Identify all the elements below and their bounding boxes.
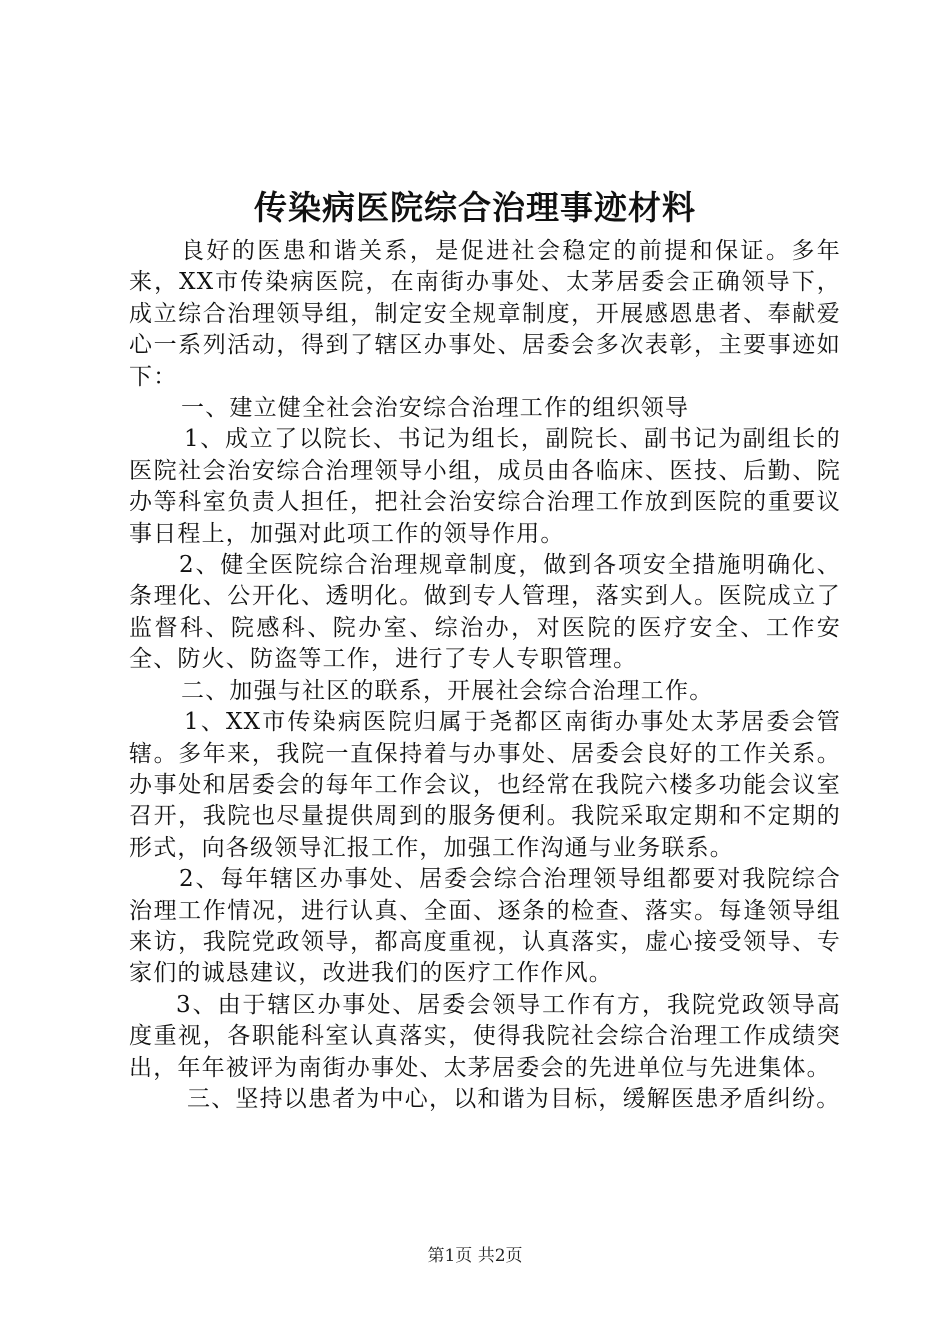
paragraph-1-2: 2、健全医院综合治理规章制度，做到各项安全措施明确化、条理化、公开化、透明化。做到专人管理，落实到人。医院成立了监督科、院感科、院办室、综治办，对医院的医疗安全、工作安全、防火、防盗等工作，进行了专人专职管理。: [129, 552, 841, 673]
paragraph-2-2: 2、每年辖区办事处、居委会综合治理领导组都要对我院综合治理工作情况，进行认真、全面、逐条的检查、落实。每逢领导组来访，我院党政领导，都高度重视，认真落实，虚心接受领导、专家们的诚恳建议，改进我们的医疗工作作风。: [129, 866, 841, 987]
section-heading-3: 三、坚持以患者为中心，以和谐为目标，缓解医患矛盾纠纷。: [187, 1085, 841, 1112]
section-heading-2: 二、加强与社区的联系，开展社会综合治理工作。: [181, 677, 714, 704]
paragraph-intro: 良好的医患和谐关系，是促进社会稳定的前提和保证。多年来，XX市传染病医院，在南街办事处、太茅居委会正确领导下，成立综合治理领导组，制定安全规章制度，开展感恩患者、奉献爱心一系列活动，得到了辖区办事处、居委会多次表彰，主要事迹如下：: [129, 238, 841, 390]
page-footer: 第1页 共2页: [427, 1246, 523, 1266]
document-body: [129, 236, 841, 1115]
section-heading-1: 一、建立健全社会治安综合治理工作的组织领导: [181, 395, 690, 422]
paragraph-2-1: 1、XX市传染病医院归属于尧都区南街办事处太茅居委会管辖。多年来，我院一直保持着与办事处、居委会良好的工作关系。办事处和居委会的每年工作会议，也经常在我院六楼多功能会议室召开，我院也尽量提供周到的服务便利。我院采取定期和不定期的形式，向各级领导汇报工作，加强工作沟通与业务联系。: [129, 709, 841, 861]
document-title: 传染病医院综合治理事迹材料: [254, 188, 696, 227]
paragraph-2-3: 3、由于辖区办事处、居委会领导工作有方，我院党政领导高度重视，各职能科室认真落实，使得我院社会综合治理工作成绩突出，年年被评为南街办事处、太茅居委会的先进单位与先进集体。: [129, 991, 841, 1081]
paragraph-1-1: 1、成立了以院长、书记为组长，副院长、副书记为副组长的医院社会治安综合治理领导小组，成员由各临床、医技、后勤、院办等科室负责人担任，把社会治安综合治理工作放到医院的重要议事日程上，加强对此项工作的领导作用。: [129, 426, 841, 547]
